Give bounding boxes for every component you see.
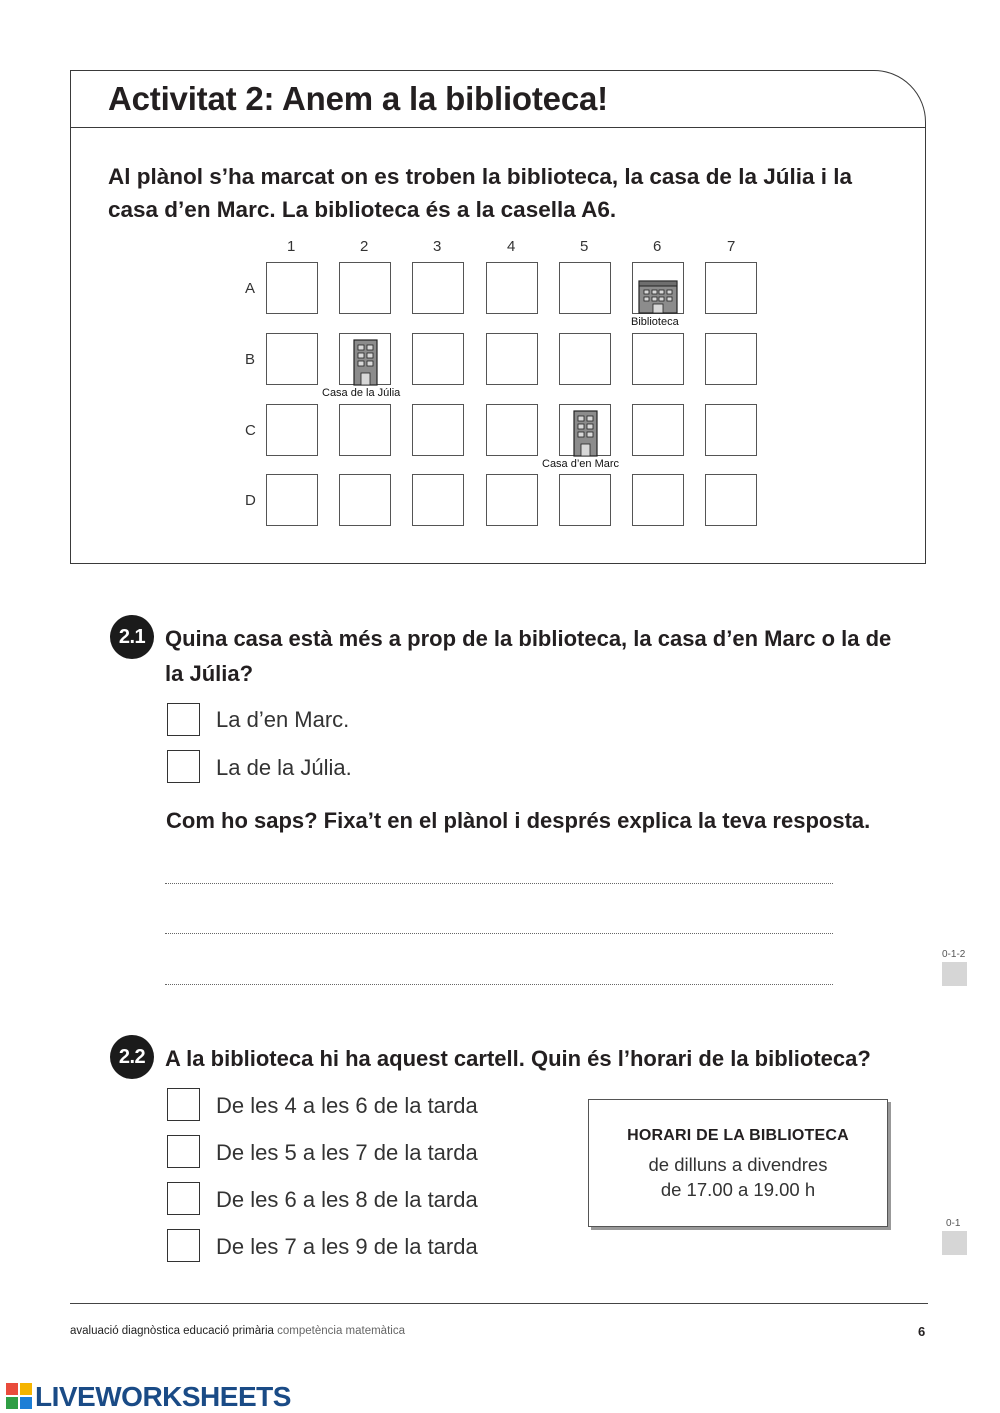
liveworksheets-logo[interactable] [6,1381,291,1413]
julia-house-label: Casa de la Júlia [322,387,401,399]
brand-name: LIVEWORKSHEETS [35,1381,291,1412]
schedule-option-label: De les 7 a les 9 de la tarda [216,1234,478,1259]
column-label: 5 [580,238,589,255]
row-label: A [245,280,256,297]
house-building-icon [353,339,378,386]
explanation-prompt: Com ho saps? Fixa’t en el plànol i després explica la teva resposta. [166,808,871,833]
marc-house-label: Casa d’en Marc [542,458,620,470]
score-box [942,962,967,986]
grid-cell-c1 [266,404,318,456]
grid-cell-c2 [339,404,391,456]
column-label: 4 [507,238,516,255]
row-label: D [245,492,256,509]
grid-cell-a7 [705,262,757,314]
grid-cell-a4 [486,262,538,314]
page-number: 6 [918,1324,926,1339]
schedule-option-label: De les 6 a les 8 de la tarda [216,1187,478,1212]
schedule-option-label: De les 5 a les 7 de la tarda [216,1140,478,1165]
answer-line[interactable] [165,933,833,934]
answer-line[interactable] [165,883,833,884]
score-label: 0-1 [946,1218,961,1229]
grid-cell-c5 [559,404,611,456]
score-box [942,1231,967,1255]
footer-subtitle: competència matemàtica [277,1325,405,1337]
question-2-2-text: A la biblioteca hi ha aquest cartell. Quin és l’horari de la biblioteca? [165,1046,871,1071]
schedule-checkbox-3[interactable] [167,1182,200,1215]
answer-option-label: La d’en Marc. [216,707,350,732]
footer-divider [70,1303,928,1304]
grid-cell-b5 [559,333,611,385]
answer-checkbox-marc[interactable] [167,703,200,736]
library-label: Biblioteca [631,316,679,328]
answer-line[interactable] [165,984,833,985]
question-2-1-text: Quina casa està més a prop de la biblioteca, la casa d’en Marc o la de la Júlia? [165,626,892,686]
grid-cell-c3 [412,404,464,456]
grid-cell-d6 [632,474,684,526]
sign-days: de dilluns a divendres [648,1154,828,1175]
column-label: 6 [653,238,662,255]
row-label: C [245,422,256,439]
grid-cell-c7 [705,404,757,456]
house-building-icon [573,410,598,457]
question-number-badge: 2.2 [110,1035,154,1079]
grid-cell-a3 [412,262,464,314]
footer-text [70,1325,405,1337]
grid-cell-a6 [632,262,684,314]
grid-cell-b4 [486,333,538,385]
schedule-checkbox-1[interactable] [167,1088,200,1121]
grid-cell-d3 [412,474,464,526]
footer-title: avaluació diagnòstica educació primària [70,1325,274,1337]
library-schedule-sign [588,1099,888,1227]
answer-checkbox-julia[interactable] [167,750,200,783]
answer-option-label: La de la Júlia. [216,755,352,780]
grid-cell-a2 [339,262,391,314]
grid-cell-d4 [486,474,538,526]
score-label: 0-1-2 [942,949,966,960]
grid-cell-d2 [339,474,391,526]
liveworksheets-logo-icon [6,1383,32,1409]
column-label: 1 [287,238,296,255]
column-label: 2 [360,238,369,255]
question-number-badge: 2.1 [110,615,154,659]
grid-cell-b3 [412,333,464,385]
sign-hours: de 17.00 a 19.00 h [660,1179,816,1200]
row-label: B [245,351,256,368]
grid-cell-b1 [266,333,318,385]
sign-title: HORARI DE LA BIBLIOTECA [627,1127,849,1144]
grid-cell-c6 [632,404,684,456]
grid-cell-a5 [559,262,611,314]
grid-cell-b6 [632,333,684,385]
grid-cell-d1 [266,474,318,526]
column-label: 3 [433,238,442,255]
grid-cell-a1 [266,262,318,314]
grid-cell-b7 [705,333,757,385]
grid-cell-c4 [486,404,538,456]
schedule-option-label: De les 4 a les 6 de la tarda [216,1093,478,1118]
schedule-checkbox-4[interactable] [167,1229,200,1262]
column-label: 7 [727,238,736,255]
grid-cell-d5 [559,474,611,526]
schedule-checkbox-2[interactable] [167,1135,200,1168]
activity-intro: Al plànol s’ha marcat on es troben la biblioteca, la casa de la Júlia i la casa d’en Marc. La biblioteca és a la casella A6. [108,164,853,222]
grid-cell-b2 [339,333,391,385]
library-building-icon [638,280,678,314]
title-divider [70,127,926,128]
activity-title: Activitat 2: Anem a la biblioteca! [108,80,608,117]
grid-cell-d7 [705,474,757,526]
